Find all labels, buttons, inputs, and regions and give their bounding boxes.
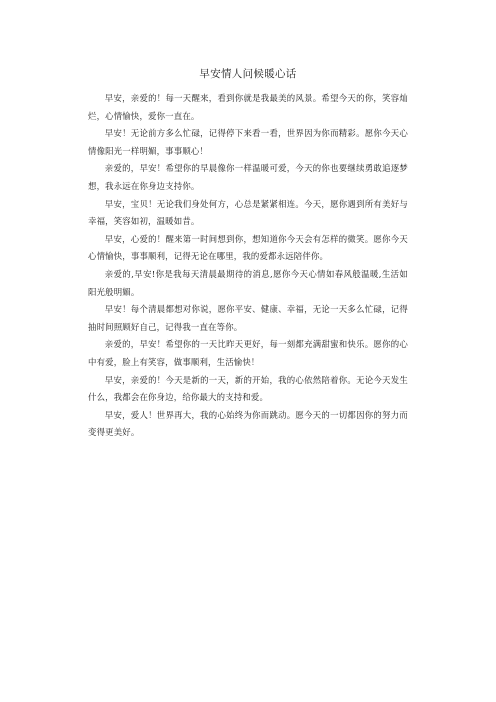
paragraph-6: 亲爱的,早安!你是我每天清晨最期待的消息,愿你今天心情如春风般温暖,生活如阳光般明媚。 [88, 268, 408, 297]
document-title: 早安情人问候暖心话 [199, 68, 297, 80]
paragraph-10: 早安，爱人！世界再大，我的心始终为你而跳动。愿今天的一切都因你的努力而变得更美好。 [88, 409, 408, 438]
paragraph-2: 早安！无论前方多么忙碌，记得停下来看一看，世界因为你而精彩。愿你今天心情像阳光一样明媚，事事顺心！ [88, 128, 408, 156]
paragraph-3: 亲爱的，早安！希望你的早晨像你一样温暖可爱，今天的你也要继续勇敢追逐梦想，我永远在你身边支持你。 [88, 163, 408, 191]
paragraph-7: 早安！每个清晨都想对你说，愿你平安、健康、幸福，无论一天多么忙碌，记得抽时间照顾好自己，记得我一直在等你。 [88, 304, 408, 332]
paragraph-9: 早安，亲爱的！今天是新的一天，新的开始，我的心依然陪着你。无论今天发生什么，我都会在你身边，给你最大的支持和爱。 [88, 374, 408, 403]
paragraph-8: 亲爱的，早安！希望你的一天比昨天更好，每一刻都充满甜蜜和快乐。愿你的心中有爱，脸上有笑容，做事顺利，生活愉快！ [88, 339, 408, 367]
paragraph-4: 早安，宝贝！无论我们身处何方，心总是紧紧相连。今天，愿你遇到所有美好与幸福，笑容如初，温暖如昔。 [88, 198, 408, 227]
document-body [88, 64, 408, 442]
paragraph-1: 早安，亲爱的！每一天醒来，看到你就是我最美的风景。希望今天的你，笑容灿烂，心情愉快，爱你一直在。 [88, 93, 408, 121]
paragraph-5: 早安，心爱的！醒来第一时间想到你，想知道你今天会有怎样的微笑。愿你今天心情愉快，事事顺利，记得无论在哪里，我的爱都永远陪伴你。 [88, 233, 408, 262]
